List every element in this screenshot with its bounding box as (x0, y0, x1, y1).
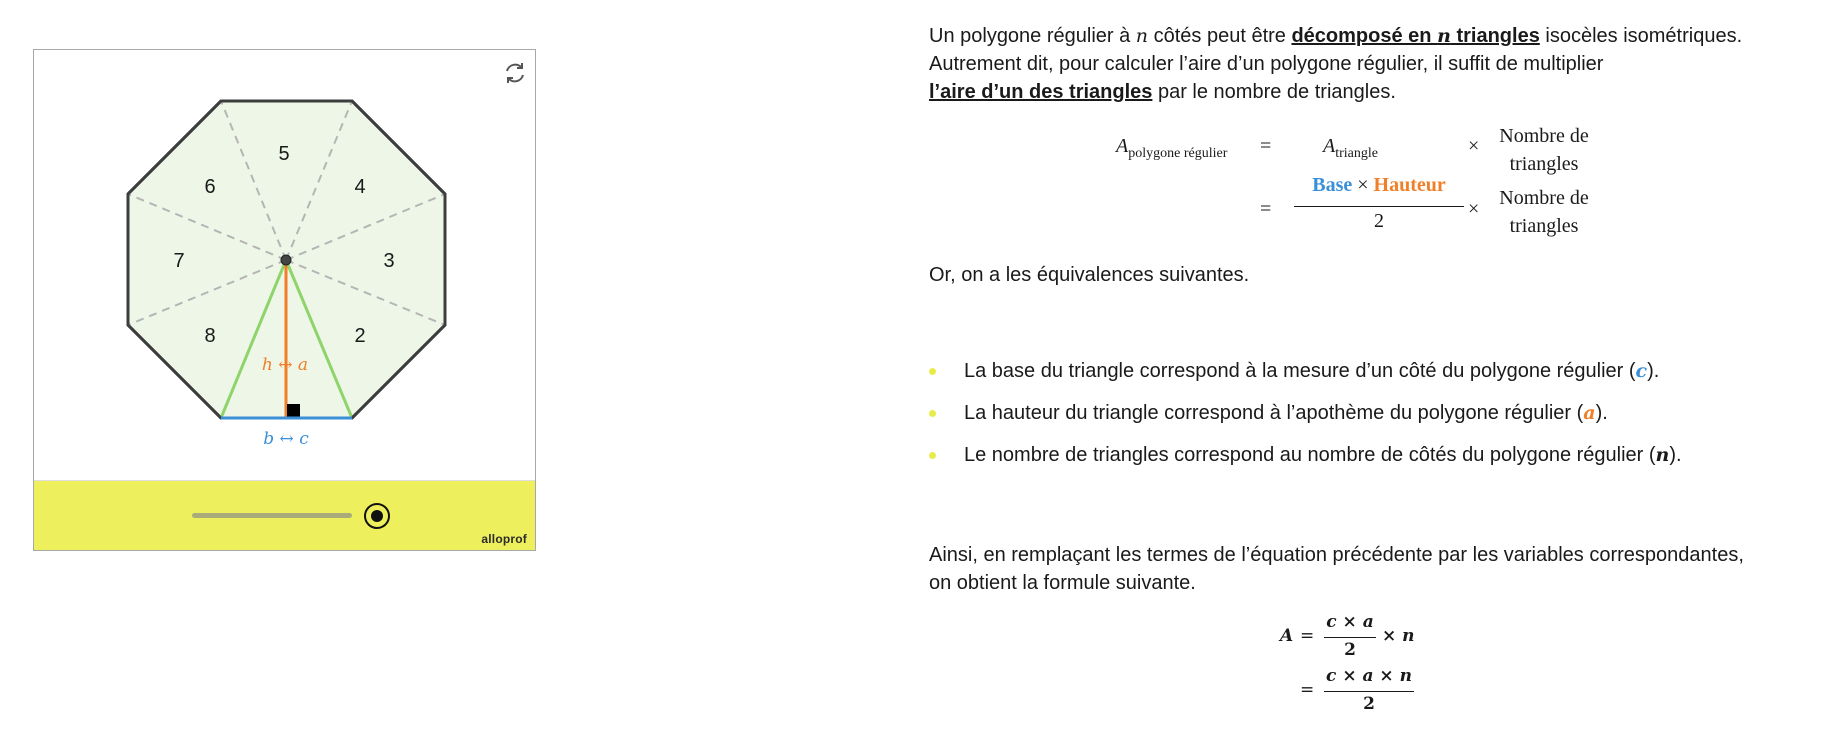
intro-line-1: Un polygone régulier à n côtés peut être décomposé en n triangles isocèles isométriques. (929, 25, 1743, 47)
equals-2: = (1260, 198, 1272, 220)
bullet-dot (929, 452, 936, 459)
equivalences-intro: Or, on a les équivalences suivantes. (929, 264, 1250, 286)
formula-numerator-2: c × a × n (1326, 666, 1412, 686)
formula-fraction-bar-1 (1324, 637, 1376, 638)
fraction-numerator: Base × Hauteur (1312, 174, 1446, 196)
times-1: × (1468, 135, 1480, 157)
formula-equals-1: = (1300, 626, 1315, 646)
formula-denominator-1: 2 (1344, 640, 1356, 660)
center-point[interactable] (281, 255, 291, 265)
formula-lhs: A (1280, 626, 1294, 646)
conclusion-line-1: Ainsi, en remplaçant les termes de l’équation précédente par les variables correspondantes, (929, 544, 1744, 566)
triangle-number-7: 7 (173, 250, 185, 272)
base-label: b ↔ c (263, 429, 309, 449)
intro-line-3: l’aire d’un des triangles par le nombre de triangles. (929, 81, 1396, 103)
area-formula-final (1280, 606, 1460, 726)
refresh-icon[interactable] (502, 60, 528, 86)
conclusion-text (929, 541, 1809, 597)
formula-equals-2: = (1300, 680, 1315, 700)
height-label: h ↔ a (261, 355, 309, 375)
triangle-number-4: 4 (354, 176, 366, 198)
fraction-denominator: 2 (1374, 210, 1384, 232)
triangle-count-2: Nombre de triangles (1499, 187, 1589, 237)
triangle-count-1: Nombre de triangles (1499, 125, 1589, 175)
slider-track[interactable] (192, 513, 352, 518)
intro-text (929, 22, 1809, 106)
triangle-area-emphasis: l’aire d’un des triangles (929, 81, 1153, 103)
slider-thumb[interactable] (364, 503, 390, 529)
octagon-diagram (34, 50, 536, 480)
conclusion-line-2: on obtient la formule suivante. (929, 572, 1196, 594)
list-item: La base du triangle correspond à la mesure d’un côté du polygone régulier (c). (929, 357, 1682, 399)
alloprof-logo: alloprof (481, 532, 527, 546)
times-2: × (1468, 198, 1480, 220)
formula-denominator-2: 2 (1363, 694, 1375, 714)
list-item: La hauteur du triangle correspond à l’apothème du polygone régulier (a). (929, 399, 1682, 441)
triangle-number-5: 5 (278, 143, 290, 165)
area-equation-general (1116, 122, 1596, 244)
right-angle-marker (287, 404, 300, 417)
formula-numerator-1: c × a (1326, 612, 1374, 632)
bullet-dot (929, 410, 936, 417)
fraction-bar (1294, 206, 1464, 207)
triangle-number-3: 3 (383, 250, 395, 272)
triangle-area: $A_{triangle}$ (1323, 135, 1378, 161)
list-item: Le nombre de triangles correspond au nombre de côtés du polygone régulier (n). (929, 441, 1682, 483)
intro-line-2: Autrement dit, pour calculer l’aire d’un polygone régulier, il suffit de multiplier (929, 53, 1604, 75)
equivalences-list (929, 357, 1682, 483)
lhs-area: $A_{polygone régulier}$ (1116, 135, 1228, 161)
polygon-widget (33, 49, 536, 551)
control-panel (34, 480, 535, 551)
equals-1: = (1260, 135, 1272, 157)
formula-times-n: × n (1382, 626, 1415, 646)
decomposed-emphasis: décomposé en n triangles (1291, 25, 1540, 47)
triangle-number-6: 6 (204, 176, 216, 198)
triangle-number-2: 2 (354, 325, 366, 347)
bullet-dot (929, 368, 936, 375)
formula-fraction-bar-2 (1324, 691, 1414, 692)
triangle-number-8: 8 (204, 325, 216, 347)
